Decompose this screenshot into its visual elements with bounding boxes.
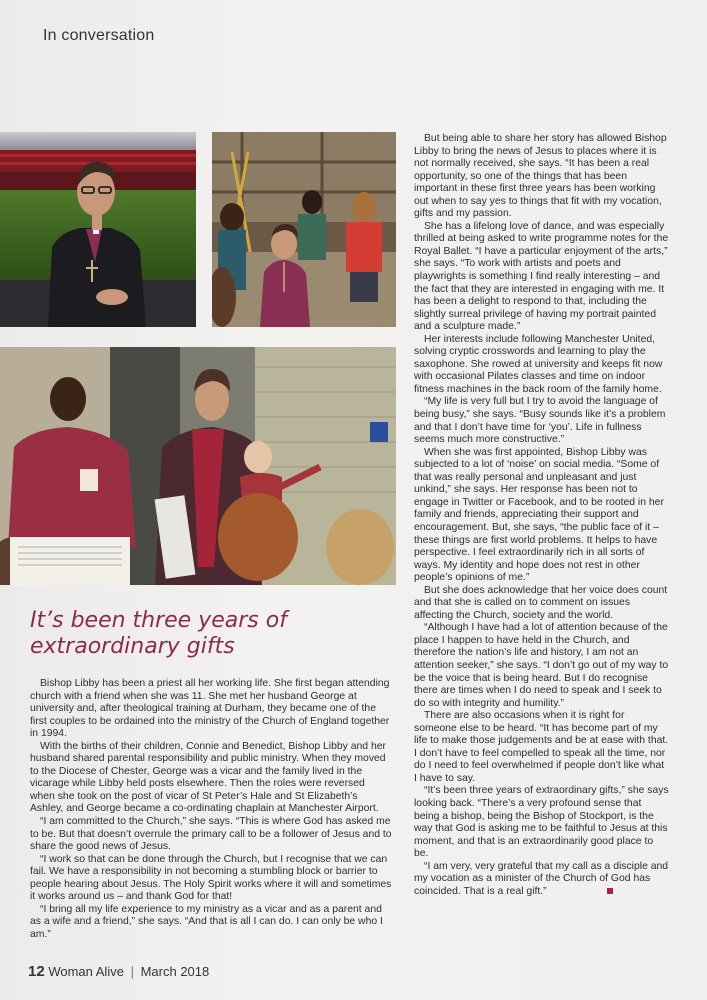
- paragraph-last: [414, 861, 669, 899]
- footer-separator: |: [130, 964, 134, 979]
- paragraph: “I work so that can be done through the Church, but I recognise that we can fail. We have a responsibility in not becoming a stumbling block or barrier to people hearing about Jesus. The Holy Spirit works where it will and sometimes it works around us – and thank God for that!: [30, 853, 392, 903]
- section-label: In conversation: [43, 27, 155, 44]
- paragraph: “Although I have had a lot of attention because of the place I happen to have held in the Church, and therefore the nation’s life and history, I am not an attention seeker,” she says. “I don’t go out of my way to be the voice that is being heard. But I do recognise there are times when I do need to speak and I seek to do so with integrity and humility.”: [414, 622, 669, 709]
- paragraph: She has a lifelong love of dance, and was especially thrilled at being asked to write programme notes for the Royal Ballet. “I have a particular enjoyment of the arts,” she says. “To work with artists and poets and playwrights is something I find really interesting – and the fact that they are interested in engaging with me. It has been a delight to respond to that, including the slightly surreal privilege of having my portrait painted and a sculpture made.”: [414, 220, 669, 333]
- paragraph: “I bring all my life experience to my ministry as a vicar and as a parent and as a wife and a friend,” she says. “And that is all I can do. I can only be who I am.”: [30, 903, 383, 940]
- final-paragraph-text: “I am very, very grateful that my call as a disciple and my vocation as a minister of the Church of God has coincided. That is a real gift.”: [414, 860, 669, 897]
- paragraph: When she was first appointed, Bishop Libby was subjected to a lot of ‘noise’ on social media. “Some of that was really personal and unpleasant and just unkind,” she says. Her response has been not to engage in Twitter or Facebook, and to be rooted in her family and friends, appreciating their support and encouragement. But, she says, “the public face of it – these things are first world problems. It helps to have perspective. I feel extraordinarily rich in all sorts of ways. My identity and hope does not rest in other people’s opinions of me.”: [414, 446, 664, 584]
- magazine-name: Woman Alive: [48, 964, 124, 979]
- paragraph: Bishop Libby has been a priest all her working life. She first began attending church with a friend when she was 11. She met her husband George at university and, after theological training at Durham, they became one of the first couples to be ordained into the ministry of the Church of England together in 1994.: [30, 678, 390, 740]
- paragraph: There are also occasions when it is right for someone else to be heard. “It has become part of my life to make those judgements and be at ease with that. I don’t have to feel compelled to speak all the time, nor do I need to feel overwhelmed if people don’t like what I have to say.: [414, 710, 669, 784]
- paragraph: With the births of their children, Connie and Benedict, Bishop Libby and her husband shared parental responsibility and public ministry. When they moved to the Diocese of Chester, George was a vicar and the family lived in the vicarage while Libby held posts elsewhere. Then the roles were reversed when she took on the post of vicar of St Peter’s Hale and St Elizabeth’s Ashley, and George became a co-ordinating chaplain at Manchester Airport.: [30, 740, 386, 815]
- page-footer: [28, 963, 209, 980]
- paragraph: “My life is very full but I try to avoid the language of being busy,” she says. “Busy sounds like it’s a problem and that I don’t have time for ‘you’. Life in fullness seems much more constructive.”: [414, 396, 666, 446]
- music-group-photo: [0, 347, 396, 585]
- paragraph: But being able to share her story has allowed Bishop Libby to bring the news of Jesus to places where it is not normally received, she says. “It has been a real opportunity, so one of the things that has been important in these first three years has been working out when to say yes to things that fit with my vocation, gifts and my passion.: [414, 133, 667, 220]
- paragraph: “It’s been three years of extraordinary gifts,” she says looking back. “There’s a very profound sense that being a bishop, being the Bishop of Stockport, is the way that God is asking me to be faithful to Jesus at this moment, and that is an extraordinarily good place to be.: [414, 785, 669, 860]
- paragraph: Her interests include following Manchester United, solving cryptic crosswords and learning to play the saxophone. She rowed at university and keeps fit now with occasional Pilates classes and time on indoor fitness machines in the back room of the family home.: [414, 333, 663, 395]
- paragraph: But she does acknowledge that her voice does count and that she is called on to comment on issues affecting the Church, society and the world.: [414, 584, 668, 621]
- right-text-column: [414, 133, 669, 898]
- page-number: 12: [28, 963, 45, 980]
- article-headline: It’s been three years of extraordinary gifts: [30, 608, 287, 659]
- issue-date: March 2018: [140, 964, 210, 979]
- children-dance-photo: [212, 132, 396, 327]
- left-text-column: [30, 678, 392, 941]
- end-of-article-mark: [607, 888, 613, 894]
- paragraph: “I am committed to the Church,” she says. “This is where God has asked me to be. But that doesn’t overrule the primary call to be a follower of Jesus and to share the good news of Jesus.: [30, 816, 392, 853]
- stadium-photo: [0, 132, 196, 327]
